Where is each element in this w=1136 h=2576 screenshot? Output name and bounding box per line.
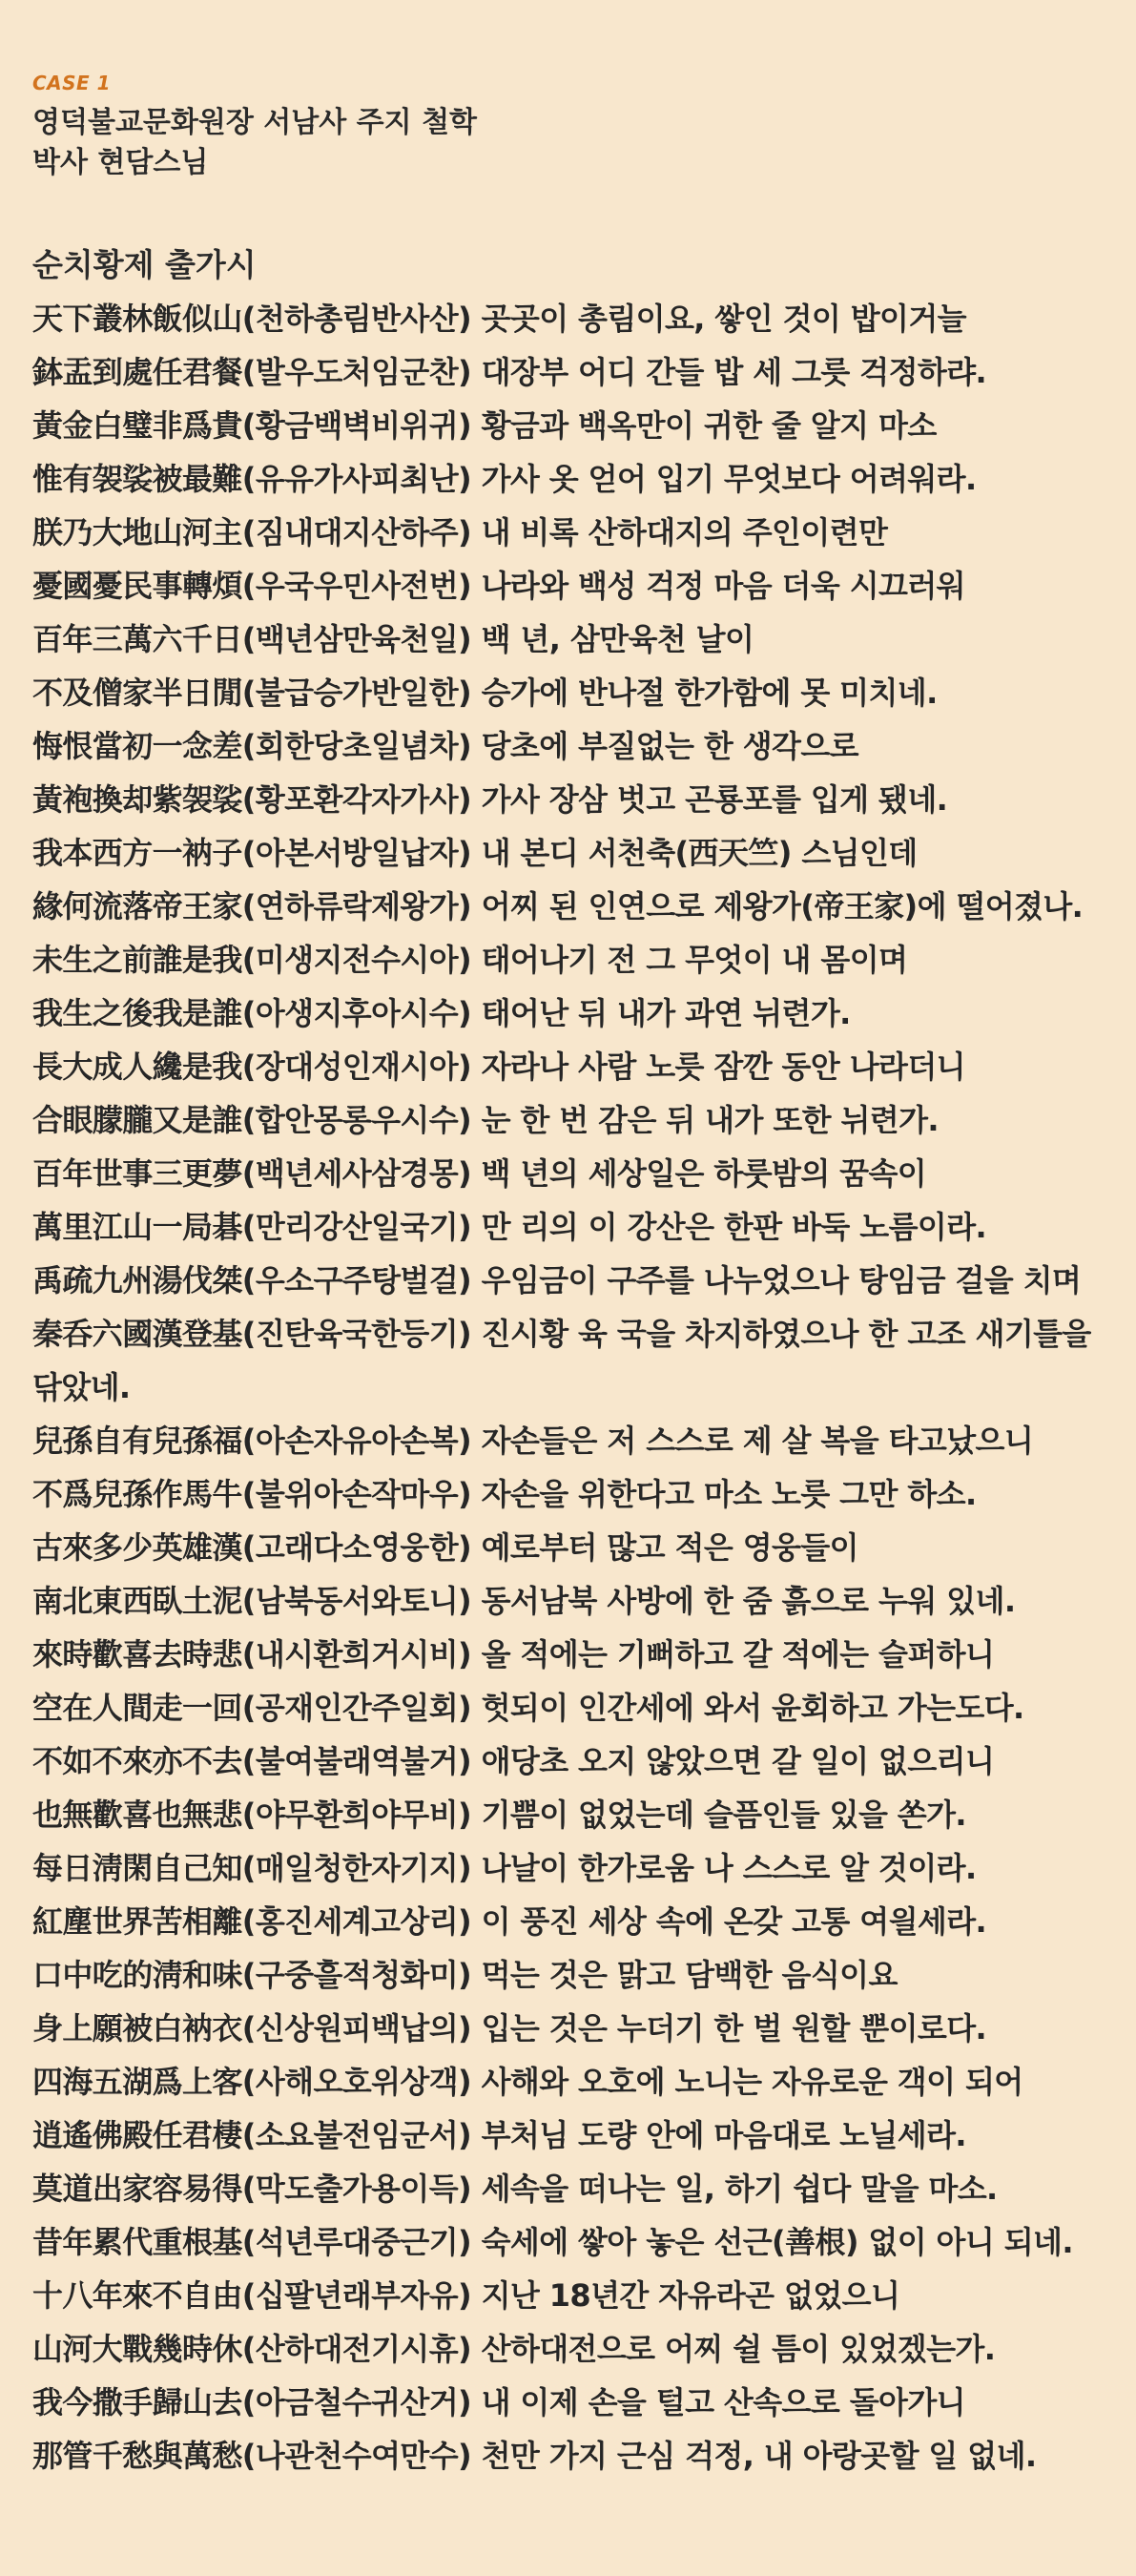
poem-line: 每日淸閑自己知(매일청한자기지) 나날이 한가로움 나 스스로 알 것이라. xyxy=(32,1850,977,1886)
poem-line: 昔年累代重根基(석년루대중근기) 숙세에 쌓아 놓은 선근(善根) 없이 아니 되네. xyxy=(32,2224,1073,2260)
poem-line: 古來多少英雄漢(고래다소영웅한) 예로부터 많고 적은 영웅들이 xyxy=(32,1529,858,1566)
poem-line: 黃袍換却紫袈裟(황포환각자가사) 가사 장삼 벗고 곤룡포를 입게 됐네. xyxy=(32,781,948,818)
poem-line: 長大成人纔是我(장대성인재시아) 자라나 사람 노릇 잠깐 동안 나라더니 xyxy=(32,1049,965,1085)
poem-line: 山河大戰幾時休(산하대전기시휴) 산하대전으로 어찌 쉴 틈이 있었겠는가. xyxy=(32,2331,996,2367)
poem-line: 百年三萬六千日(백년삼만육천일) 백 년, 삼만육천 날이 xyxy=(32,621,754,657)
poem-line: 鉢盂到處任君餐(발우도처임군찬) 대장부 어디 간들 밥 세 그릇 걱정하랴. xyxy=(32,354,987,390)
poem-line: 莫道出家容易得(막도출가용이득) 세속을 떠나는 일, 하기 쉽다 말을 마소. xyxy=(32,2171,998,2207)
poem-line: 朕乃大地山河主(짐내대지산하주) 내 비록 산하대지의 주인이련만 xyxy=(32,514,888,551)
poem-line: 惟有袈裟被最難(유유가사피최난) 가사 옷 얻어 입기 무엇보다 어려워라. xyxy=(32,461,977,497)
case-label: CASE 1 xyxy=(32,72,112,94)
poem-line: 我今撒手歸山去(아금철수귀산거) 내 이제 손을 털고 산속으로 돌아가니 xyxy=(32,2384,965,2420)
poem-line: 黃金白璧非爲貴(황금백벽비위귀) 황금과 백옥만이 귀한 줄 알지 마소 xyxy=(32,407,937,444)
poem-line: 也無歡喜也無悲(야무환희야무비) 기쁨이 없었는데 슬픔인들 있을 쏜가. xyxy=(32,1797,966,1833)
poem-line: 南北東西臥土泥(남북동서와토니) 동서남북 사방에 한 줌 흙으로 누워 있네. xyxy=(32,1583,1016,1619)
poem-heading: 순치황제 출가시 xyxy=(32,246,257,283)
poem-body xyxy=(32,239,1104,2483)
poem-line: 兒孫自有兒孫福(아손자유아손복) 자손들은 저 스스로 제 살 복을 타고났으니 xyxy=(32,1423,1034,1459)
poem-line: 不及僧家半日閒(불급승가반일한) 승가에 반나절 한가함에 못 미치네. xyxy=(32,675,938,711)
poem-line: 我生之後我是誰(아생지후아시수) 태어난 뒤 내가 과연 뉘련가. xyxy=(32,995,851,1031)
poem-line: 秦呑六國漢登基(진탄육국한등기) 진시황 육 국을 차지하였으나 한 고조 새기틀을 닦았네. xyxy=(32,1316,1091,1405)
poem-line: 禹疏九州湯伐桀(우소구주탕벌걸) 우임금이 구주를 나누었으나 탕임금 걸을 치며 xyxy=(32,1262,1082,1298)
poem-line: 不爲兒孫作馬牛(불위아손작마우) 자손을 위한다고 마소 노릇 그만 하소. xyxy=(32,1476,977,1512)
poem-line: 空在人間走一回(공재인간주일회) 헛되이 인간세에 와서 윤회하고 가는도다. xyxy=(32,1690,1024,1726)
poem-line: 四海五湖爲上客(사해오호위상객) 사해와 오호에 노니는 자유로운 객이 되어 xyxy=(32,2064,1023,2100)
article-title xyxy=(32,103,1104,183)
poem-line: 逍遙佛殿任君棲(소요불전임군서) 부처님 도량 안에 마음대로 노닐세라. xyxy=(32,2117,966,2153)
poem-line: 來時歡喜去時悲(내시환희거시비) 올 적에는 기뻐하고 갈 적에는 슬퍼하니 xyxy=(32,1636,995,1672)
poem-line: 紅塵世界苦相離(홍진세계고상리) 이 풍진 세상 속에 온갖 고통 여읠세라. xyxy=(32,1903,987,1940)
poem-line: 合眼朦朧又是誰(합안몽롱우시수) 눈 한 번 감은 뒤 내가 또한 뉘련가. xyxy=(32,1102,939,1138)
poem-line: 我本西方一衲子(아본서방일납자) 내 본디 서천축(西天竺) 스님인데 xyxy=(32,835,918,871)
poem-line: 身上願被白衲衣(신상원피백납의) 입는 것은 누더기 한 벌 원할 뿐이로다. xyxy=(32,2010,987,2046)
poem-line: 憂國憂民事轉煩(우국우민사전번) 나라와 백성 걱정 마음 더욱 시끄러워 xyxy=(32,568,965,604)
poem-line: 緣何流落帝王家(연하류락제왕가) 어찌 된 인연으로 제왕가(帝王家)에 떨어졌나. xyxy=(32,888,1084,924)
poem-line: 口中吃的淸和味(구중흘적청화미) 먹는 것은 맑고 담백한 음식이요 xyxy=(32,1957,898,1993)
title-line-2: 박사 현담스님 xyxy=(32,146,209,179)
title-line-1: 영덕불교문화원장 서남사 주지 철학 xyxy=(32,106,478,139)
poem-line: 十八年來不自由(십팔년래부자유) 지난 18년간 자유라곤 없었으니 xyxy=(32,2277,900,2314)
poem-line: 悔恨當初一念差(회한당초일념차) 당초에 부질없는 한 생각으로 xyxy=(32,728,858,764)
poem-line: 不如不來亦不去(불여불래역불거) 애당초 오지 않았으면 갈 일이 없으리니 xyxy=(32,1743,995,1779)
poem-line: 未生之前誰是我(미생지전수시아) 태어나기 전 그 무엇이 내 몸이며 xyxy=(32,942,908,978)
poem-lines xyxy=(32,292,1104,2483)
poem-line: 百年世事三更夢(백년세사삼경몽) 백 년의 세상일은 하룻밤의 꿈속이 xyxy=(32,1155,927,1192)
poem-line: 萬里江山一局碁(만리강산일국기) 만 리의 이 강산은 한판 바둑 노름이라. xyxy=(32,1209,987,1245)
poem-line: 那管千愁與萬愁(나관천수여만수) 천만 가지 근심 걱정, 내 아랑곳할 일 없네. xyxy=(32,2438,1037,2474)
poem-line: 天下叢林飯似山(천하총림반사산) 곳곳이 총림이요, 쌓인 것이 밥이거늘 xyxy=(32,301,966,337)
